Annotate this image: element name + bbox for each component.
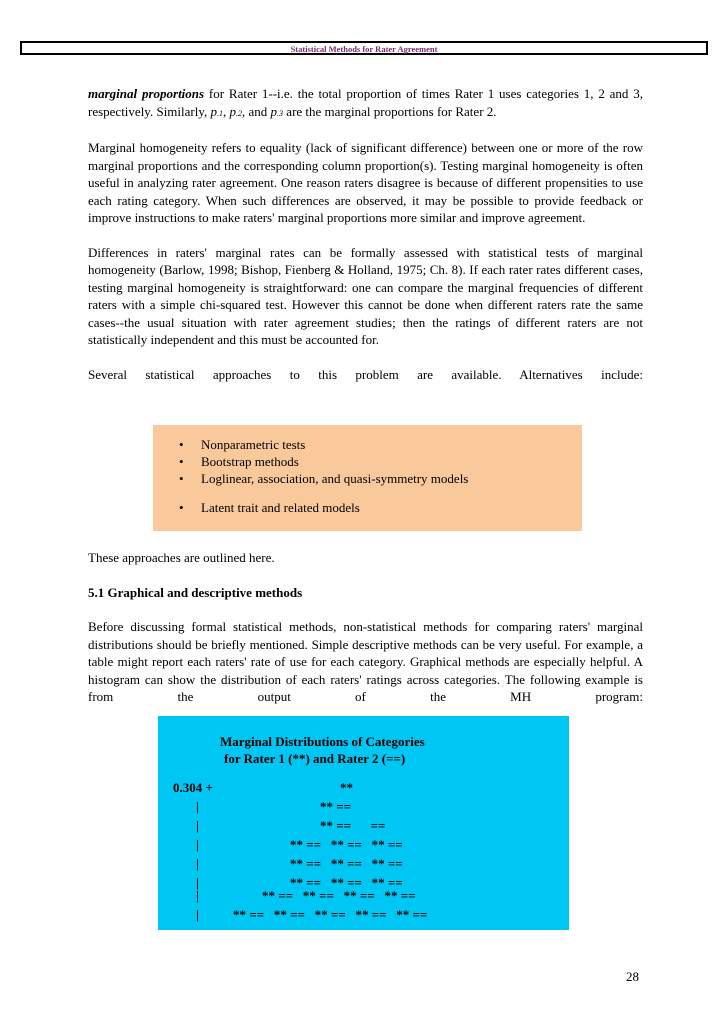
bullet-icon: •	[179, 500, 184, 515]
list-item: • Bootstrap methods	[179, 454, 299, 469]
axis-tick: |	[196, 888, 199, 903]
axis-tick: |	[196, 799, 199, 814]
axis-tick: |	[196, 856, 199, 871]
differences-paragraph: Differences in raters' marginal rates can be formally assessed with statistical tests of marginal homogeneity (Barlow, 1998; Bishop, Fienberg & Holland, 1975; Ch. 8). If each rater rates different cases, testing marginal homogeneity is straightforward: one can compare the marginal frequencies of different raters with a simple chi-squared test. However this cannot be done when different raters rate the same cases--the usual situation with rater agreement studies; then the ratings of different raters are not statistically independent and this must be accounted for.	[88, 244, 643, 347]
alternatives-list	[179, 436, 468, 516]
histogram-row: ** == ==	[320, 818, 386, 833]
before-paragraph: Before discussing formal statistical methods, non-statistical methods for comparing raters' marginal distributions should be briefly mentioned. Simple descriptive methods can be very useful. For example, a table might report each raters' rate of use for each category. Graphical methods are especially helpful. A histogram can show the distribution of each raters' ratings across categories. The following example is from the output of the MH program:	[88, 619, 643, 704]
histogram-row: ** == ** == ** == ** ==	[262, 888, 416, 903]
homogeneity-paragraph: Marginal homogeneity refers to equality (lack of significant difference) between one or more of the row marginal proportions and the corresponding column proportion(s). Testing marginal homogeneity is often useful in analyzing rater agreement. One reason raters disagree is because of different propensities to use each rating category. When such differences are observed, it may be possible to provide feedback or improve instructions to make raters' marginal proportions more similar and improve agreement.	[88, 140, 643, 225]
alternatives-box	[153, 425, 582, 531]
list-item: • Nonparametric tests	[179, 437, 306, 452]
section-heading: 5.1 Graphical and descriptive methods	[88, 584, 303, 600]
axis-tick: |	[196, 907, 199, 922]
axis-tick: |	[196, 818, 199, 833]
histogram-subtitle: for Rater 1 (**) and Rater 2 (==)	[224, 751, 406, 766]
list-item: • Latent trait and related models	[179, 500, 360, 515]
outlined-paragraph: These approaches are outlined here.	[88, 550, 275, 565]
histogram-box	[158, 716, 569, 930]
page-number: 28	[626, 969, 639, 984]
axis-tick: |	[196, 837, 199, 852]
histogram-row: ** == ** == ** ==	[290, 837, 403, 852]
histogram-row: ** == ** == ** ==	[290, 875, 403, 890]
list-item: • Loglinear, association, and quasi-symmetry models	[179, 471, 469, 486]
axis-tick: |	[196, 875, 199, 890]
histogram-axis-value: 0.304 +	[173, 780, 213, 795]
term-marginal-proportions: marginal proportions	[88, 86, 205, 101]
bullet-icon: •	[179, 437, 184, 452]
intro-paragraph: marginal proportions for Rater 1--i.e. the total proportion of times Rater 1 uses categories 1, 2 and 3, respectively. Similarly, p.1, p.2, and p.3 are the marginal proportions for Rater 2.	[88, 86, 643, 119]
histogram-row: ** ==	[320, 799, 352, 814]
bullet-icon: •	[179, 454, 184, 469]
header-title: Statistical Methods for Rater Agreement	[290, 44, 438, 54]
main-content	[88, 85, 643, 383]
lower-content	[88, 549, 643, 706]
running-header	[20, 41, 708, 55]
histogram-title: Marginal Distributions of Categories	[220, 734, 425, 749]
histogram-row: ** == ** == ** == ** == ** ==	[233, 907, 428, 922]
histogram-row: **	[340, 780, 353, 795]
approaches-paragraph: Several statistical approaches to this problem are available. Alternatives include:	[88, 366, 643, 382]
histogram-row: ** == ** == ** ==	[290, 856, 403, 871]
bullet-icon: •	[179, 471, 184, 486]
